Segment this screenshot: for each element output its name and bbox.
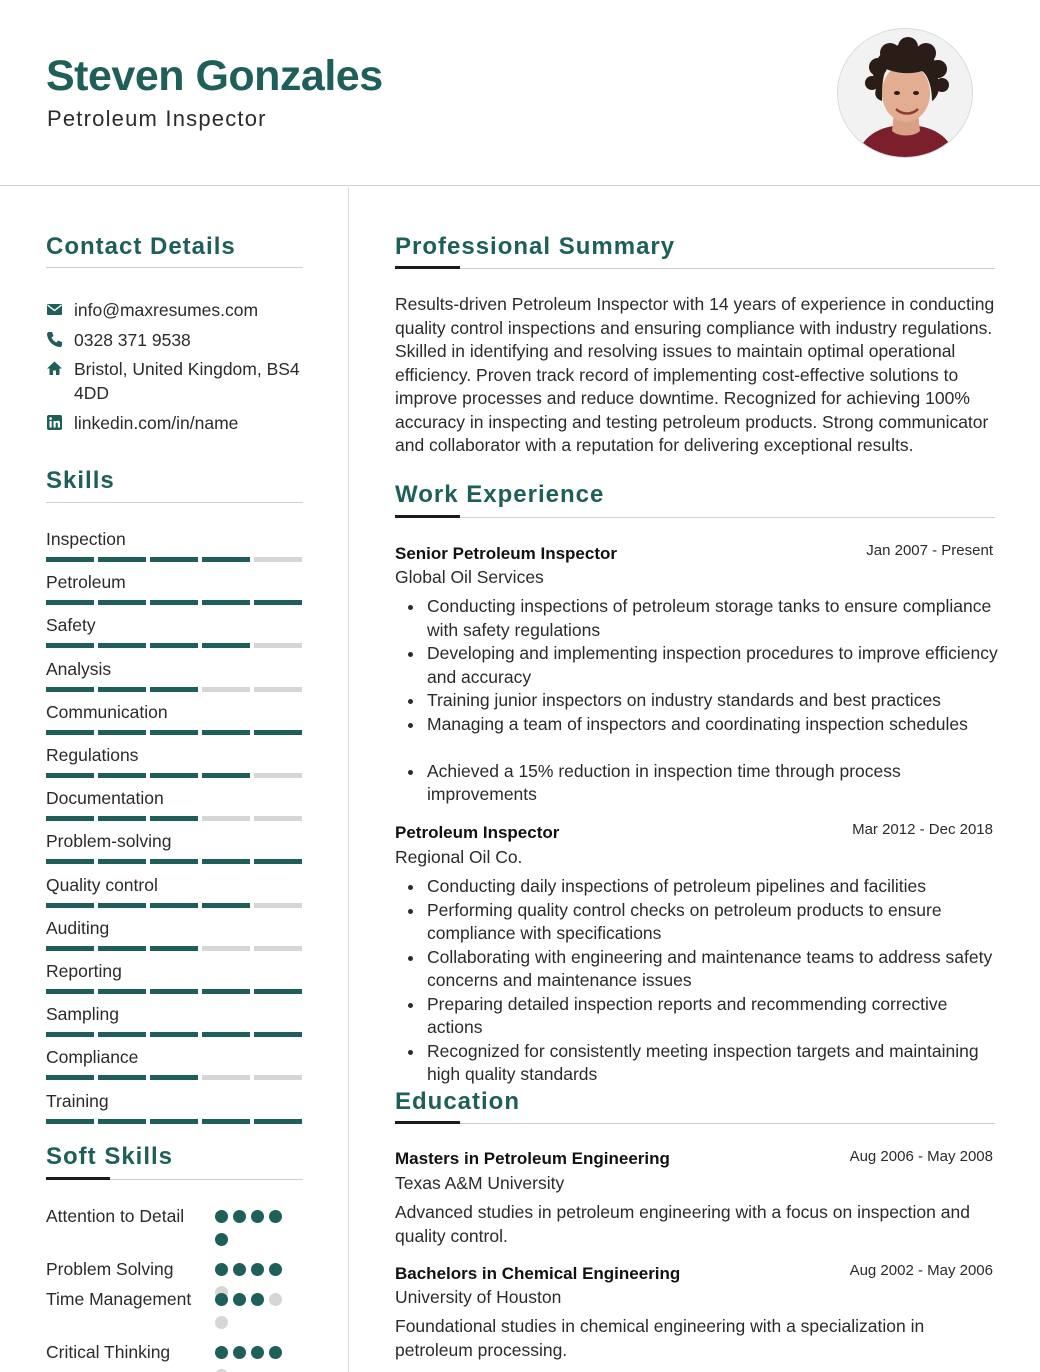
skill-level-segment (254, 730, 302, 735)
soft-skill-rating-dot (215, 1233, 228, 1246)
skill-level-bar (46, 903, 302, 908)
skill-name: Training (46, 1090, 109, 1111)
job-2-title: Petroleum Inspector (395, 823, 560, 842)
contact-linkedin-text: linkedin.com/in/name (74, 413, 239, 433)
experience-accent (395, 515, 460, 518)
skills-section-title: Skills (46, 467, 115, 494)
skill-level-segment (46, 773, 94, 778)
phone-icon (46, 331, 63, 348)
contact-address-text: Bristol, United Kingdom, BS4 4DD (74, 359, 300, 403)
skill-level-segment (150, 1032, 198, 1037)
job-2-bullet: Conducting daily inspections of petroleum pipelines and facilities (427, 875, 1002, 899)
skill-level-segment (150, 730, 198, 735)
summary-accent (395, 266, 460, 269)
candidate-name: Steven Gonzales (46, 52, 383, 100)
skill-level-segment (202, 1119, 250, 1124)
skill-name: Quality control (46, 874, 158, 895)
skill-level-segment (202, 946, 250, 951)
skill-level-segment (98, 1119, 146, 1124)
skill-level-segment (98, 903, 146, 908)
skill-level-segment (202, 687, 250, 692)
soft-skill-rating-dot (251, 1346, 264, 1359)
skill-name: Analysis (46, 658, 112, 679)
skill-level-segment (150, 557, 198, 562)
experience-rule (395, 517, 995, 518)
edu-1-degree: Masters in Petroleum Engineering (395, 1149, 670, 1168)
job-2-bullets (427, 875, 1002, 1087)
job-1-org: Global Oil Services (395, 567, 544, 587)
edu-2-school: University of Houston (395, 1287, 562, 1307)
soft-skill-rating-dot (269, 1293, 282, 1306)
candidate-role: Petroleum Inspector (47, 106, 267, 131)
soft-skill-rating-dot (251, 1263, 264, 1276)
skill-level-segment (150, 643, 198, 648)
skill-level-bar (46, 557, 302, 562)
skill-level-segment (202, 1032, 250, 1037)
soft-skills-section-title: Soft Skills (46, 1143, 174, 1170)
skill-level-segment (46, 1119, 94, 1124)
skill-level-segment (150, 859, 198, 864)
soft-skill-rating-dot (269, 1346, 282, 1359)
soft-skill-name: Problem Solving (46, 1259, 174, 1279)
skill-level-bar (46, 989, 302, 994)
skill-level-bar (46, 1032, 302, 1037)
skill-level-segment (46, 989, 94, 994)
skill-level-segment (98, 557, 146, 562)
skill-level-segment (150, 687, 198, 692)
skill-level-bar (46, 1119, 302, 1124)
skill-name: Documentation (46, 788, 164, 809)
skill-level-segment (98, 989, 146, 994)
skill-name: Inspection (46, 529, 126, 549)
skill-level-segment (46, 903, 94, 908)
soft-skill-rating-dot (269, 1263, 282, 1276)
skill-level-segment (150, 946, 198, 951)
skill-level-segment (98, 859, 146, 864)
summary-section-title: Professional Summary (395, 233, 676, 260)
skill-level-bar (46, 730, 302, 735)
skill-level-segment (254, 989, 302, 994)
soft-skill-rating-dot (215, 1263, 228, 1276)
edu-1-school: Texas A&M University (395, 1173, 565, 1193)
skill-name: Sampling (46, 1004, 119, 1025)
skill-level-segment (202, 643, 250, 648)
soft-skill-rating-dot (215, 1346, 228, 1359)
contact-rule (46, 267, 303, 268)
email-icon (46, 301, 63, 318)
soft-skill-rating-dot (269, 1210, 282, 1223)
job-1-date: Jan 2007 - Present (866, 542, 993, 559)
skill-level-segment (202, 859, 250, 864)
skill-level-segment (202, 989, 250, 994)
skill-level-segment (46, 687, 94, 692)
contact-section-title: Contact Details (46, 233, 236, 260)
edu-2-date: Aug 2002 - May 2006 (849, 1262, 993, 1279)
job-1-bullet: Achieved a 15% reduction in inspection time through process improvements (427, 760, 1002, 807)
skills-rule (46, 502, 303, 503)
job-2-bullet: Performing quality control checks on petroleum products to ensure compliance with specifications (427, 899, 1002, 946)
soft-skill-rating-dot (233, 1293, 246, 1306)
skill-level-segment (202, 730, 250, 735)
skill-name: Communication (46, 701, 168, 722)
skill-level-segment (202, 1075, 250, 1080)
resume-header (0, 0, 1040, 186)
job-2-date: Mar 2012 - Dec 2018 (852, 821, 993, 838)
skill-level-segment (254, 643, 302, 648)
column-divider (348, 187, 349, 1372)
job-1-bullet: Training junior inspectors on industry standards and best practices (427, 689, 1002, 713)
skill-level-segment (202, 816, 250, 821)
soft-skill-rating-dot (215, 1293, 228, 1306)
skill-level-segment (46, 1075, 94, 1080)
skill-level-segment (150, 903, 198, 908)
skill-name: Problem-solving (46, 831, 172, 852)
skill-level-segment (98, 773, 146, 778)
skill-name: Auditing (46, 917, 110, 938)
soft-skill-rating-dot (233, 1346, 246, 1359)
skill-level-segment (254, 687, 302, 692)
edu-1-desc: Advanced studies in petroleum engineering with a focus on inspection and quality control. (395, 1202, 970, 1246)
skill-level-segment (254, 859, 302, 864)
skill-level-bar (46, 773, 302, 778)
skill-level-segment (98, 816, 146, 821)
soft-skill-rating-dot (251, 1210, 264, 1223)
job-1-bullets (427, 595, 1002, 807)
skill-level-segment (98, 600, 146, 605)
job-1-bullet: Conducting inspections of petroleum storage tanks to ensure compliance with safety regulations (427, 595, 1002, 642)
soft-skill-name: Time Management (46, 1289, 192, 1309)
contact-phone-text: 0328 371 9538 (74, 330, 191, 350)
skill-level-segment (150, 1119, 198, 1124)
soft-skill-name: Attention to Detail (46, 1206, 185, 1226)
soft-skills-accent (46, 1177, 110, 1180)
skill-level-segment (202, 773, 250, 778)
job-1-bullet: Developing and implementing inspection procedures to improve efficiency and accuracy (427, 642, 1002, 689)
summary-rule (395, 268, 995, 269)
skill-name: Regulations (46, 745, 139, 765)
portrait-image (838, 29, 973, 158)
skill-level-segment (46, 859, 94, 864)
soft-skill-rating-dot (233, 1210, 246, 1223)
skill-level-segment (46, 946, 94, 951)
skill-level-segment (150, 989, 198, 994)
skill-level-segment (254, 903, 302, 908)
edu-1-date: Aug 2006 - May 2008 (849, 1148, 993, 1165)
skill-level-segment (98, 730, 146, 735)
skill-level-segment (150, 773, 198, 778)
summary-text: Results-driven Petroleum Inspector with 14 years of experience in conducting quality control inspections and ensuring compliance with industry regulations. Skilled in identifying and resolving issues to maintain optimal operational efficiency. Proven track record of implementing cost-effective solutions to improve processes and reduce downtime. Recognized for achieving 100% accuracy in inspecting and testing petroleum products. Strong communicator and collaborator with a reputation for delivering exceptional results. (395, 294, 995, 455)
skill-level-segment (202, 903, 250, 908)
skill-level-bar (46, 816, 302, 821)
skill-name: Petroleum (46, 572, 126, 593)
skill-level-bar (46, 643, 302, 648)
skill-name: Safety (46, 615, 96, 636)
experience-section-title: Work Experience (395, 481, 605, 508)
skill-level-segment (98, 643, 146, 648)
skill-level-segment (46, 730, 94, 735)
skill-level-segment (254, 600, 302, 605)
skill-level-segment (46, 816, 94, 821)
skill-level-segment (254, 946, 302, 951)
skill-level-segment (254, 1032, 302, 1037)
skill-level-bar (46, 600, 302, 605)
soft-skill-rating-dot (233, 1263, 246, 1276)
linkedin-icon (46, 414, 63, 431)
skill-level-segment (98, 946, 146, 951)
job-1-title: Senior Petroleum Inspector (395, 544, 617, 563)
job-1-bullet: Managing a team of inspectors and coordinating inspection schedules (427, 713, 1002, 737)
edu-2-degree: Bachelors in Chemical Engineering (395, 1264, 681, 1283)
skill-level-bar (46, 1075, 302, 1080)
skill-level-segment (46, 557, 94, 562)
skill-level-segment (150, 1075, 198, 1080)
edu-2-desc: Foundational studies in chemical engineering with a specialization in petroleum processing. (395, 1316, 925, 1360)
skill-level-bar (46, 946, 302, 951)
job-2-bullet: Preparing detailed inspection reports and recommending corrective actions (427, 993, 1002, 1040)
skill-level-segment (98, 1075, 146, 1080)
skill-name: Compliance (46, 1047, 139, 1068)
soft-skill-rating-dot (215, 1210, 228, 1223)
skill-level-segment (254, 1075, 302, 1080)
skill-level-segment (98, 1032, 146, 1037)
profile-photo (837, 28, 973, 158)
skill-level-segment (46, 1032, 94, 1037)
skill-level-segment (46, 600, 94, 605)
soft-skill-name: Critical Thinking (46, 1342, 171, 1362)
skill-level-segment (254, 773, 302, 778)
education-rule (395, 1123, 995, 1124)
skill-level-segment (254, 816, 302, 821)
home-icon (46, 360, 63, 377)
soft-skill-rating-dot (251, 1293, 264, 1306)
job-2-bullet: Recognized for consistently meeting inspection targets and maintaining high quality standards (427, 1040, 1002, 1087)
skill-level-segment (254, 557, 302, 562)
skill-level-segment (254, 1119, 302, 1124)
skill-level-bar (46, 859, 302, 864)
skill-level-segment (202, 557, 250, 562)
soft-skill-rating-dot (215, 1316, 228, 1329)
job-2-org: Regional Oil Co. (395, 847, 523, 867)
skill-level-segment (98, 687, 146, 692)
job-2-bullet: Collaborating with engineering and maintenance teams to address safety concerns and maintenance issues (427, 946, 1002, 993)
contact-email-text: info@maxresumes.com (74, 300, 259, 320)
skill-level-segment (46, 643, 94, 648)
skill-name: Reporting (46, 961, 122, 981)
skill-level-segment (150, 600, 198, 605)
skill-level-segment (202, 600, 250, 605)
skill-level-bar (46, 687, 302, 692)
skill-level-segment (150, 816, 198, 821)
education-accent (395, 1121, 460, 1124)
education-section-title: Education (395, 1088, 521, 1115)
